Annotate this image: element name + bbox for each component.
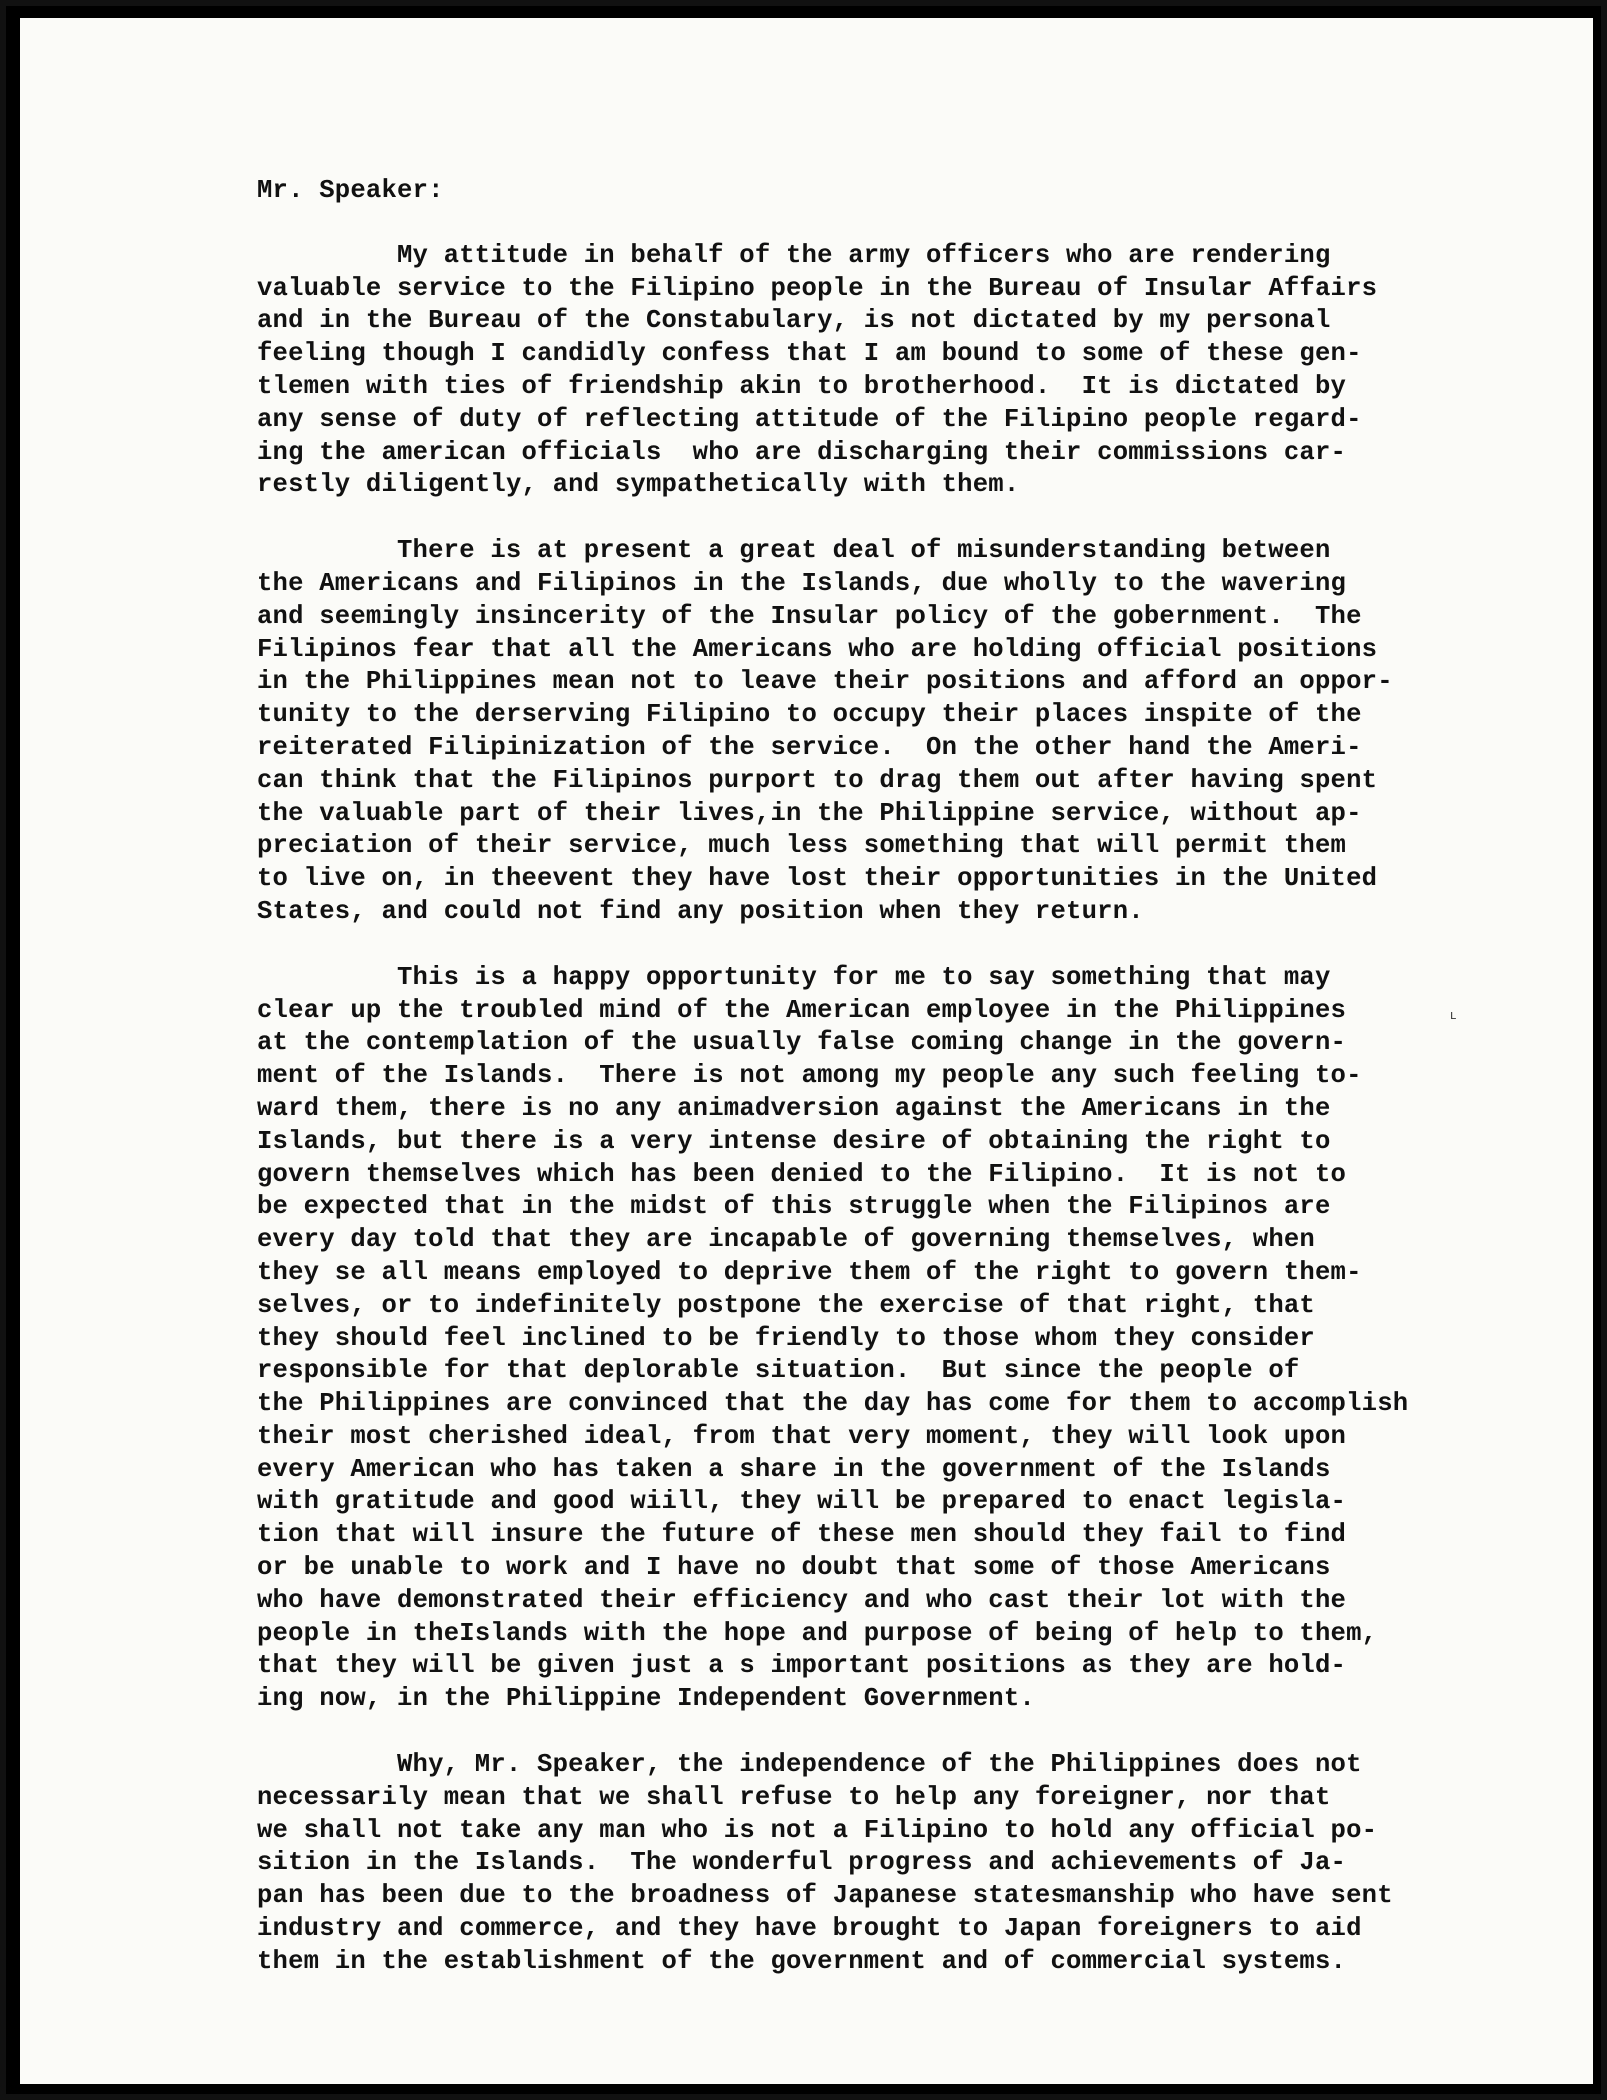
text-line: and in the Bureau of the Constabulary, is not dictated by my personal [257, 306, 1331, 336]
text-line: people in theIslands with the hope and purpose of being of help to them, [257, 1618, 1378, 1648]
text-line: they should feel inclined to be friendly to those whom they consider [257, 1323, 1315, 1353]
text-line: them in the establishment of the government and of commercial systems. [257, 1946, 1347, 1976]
text-line: clear up the troubled mind of the American employee in the Philippines [257, 995, 1347, 1025]
text-line: they se all means employed to deprive them of the right to govern them- [257, 1257, 1362, 1287]
text-line: Filipinos fear that all the Americans who are holding official positions [257, 634, 1378, 664]
text-line: valuable service to the Filipino people in the Bureau of Insular Affairs [257, 273, 1378, 303]
text-line: can think that the Filipinos purport to drag them out after having spent [257, 765, 1378, 795]
text-line: Islands, but there is a very intense desire of obtaining the right to [257, 1126, 1331, 1156]
text-line: reiterated Filipinization of the service. On the other hand the Ameri- [257, 732, 1362, 762]
text-line: pan has been due to the broadness of Japanese statesmanship who have sent [257, 1881, 1393, 1911]
paragraph [257, 1749, 1497, 1979]
text-line: This is a happy opportunity for me to say something that may [397, 962, 1331, 992]
salutation: Mr. Speaker: [257, 176, 444, 205]
text-line: we shall not take any man who is not a Filipino to hold any official po- [257, 1815, 1378, 1845]
text-line: who have demonstrated their efficiency and who cast their lot with the [257, 1585, 1347, 1615]
text-line: that they will be given just a s important positions as they are hold- [257, 1651, 1347, 1681]
text-line: every day told that they are incapable of governing themselves, when [257, 1225, 1315, 1255]
text-line: their most cherished ideal, from that very moment, they will look upon [257, 1421, 1347, 1451]
text-line: be expected that in the midst of this struggle when the Filipinos are [257, 1192, 1331, 1222]
text-line: tion that will insure the future of these men should they fail to find [257, 1520, 1347, 1550]
text-line: the Philippines are convinced that the day has come for them to accomplish [257, 1389, 1409, 1419]
paragraph [257, 240, 1497, 502]
text-line: responsible for that deplorable situation. But since the people of [257, 1356, 1300, 1386]
text-line: preciation of their service, much less something that will permit them [257, 831, 1347, 861]
text-line: selves, or to indefinitely postpone the exercise of that right, that [257, 1290, 1315, 1320]
text-line: to live on, in theevent they have lost their opportunities in the United [257, 864, 1378, 894]
text-line: restly diligently, and sympathetically with them. [257, 470, 1020, 500]
text-line: There is at present a great deal of misunderstanding between [397, 536, 1331, 566]
text-line: ing now, in the Philippine Independent Government. [257, 1684, 1035, 1714]
text-line: and seemingly insincerity of the Insular policy of the gobernment. The [257, 601, 1362, 631]
text-line: ing the american officials who are discharging their commissions car- [257, 437, 1347, 467]
text-line: in the Philippines mean not to leave their positions and afford an oppor- [257, 667, 1393, 697]
text-line: ward them, there is no any animadversion against the Americans in the [257, 1093, 1331, 1123]
text-line: feeling though I candidly confess that I am bound to some of these gen- [257, 339, 1362, 369]
document-body [257, 175, 1497, 2012]
paragraphs [257, 240, 1497, 1979]
text-line: My attitude in behalf of the army officers who are rendering [397, 240, 1331, 270]
text-line: at the contemplation of the usually false coming change in the govern- [257, 1028, 1347, 1058]
text-line: sition in the Islands. The wonderful progress and achievements of Ja- [257, 1848, 1347, 1878]
text-line: or be unable to work and I have no doubt that some of those Americans [257, 1553, 1331, 1583]
text-line: the Americans and Filipinos in the Islands, due wholly to the wavering [257, 568, 1347, 598]
text-line: tlemen with ties of friendship akin to brotherhood. It is dictated by [257, 371, 1347, 401]
text-line: with gratitude and good wiill, they will be prepared to enact legisla- [257, 1487, 1347, 1517]
text-line: any sense of duty of reflecting attitude of the Filipino people regard- [257, 404, 1362, 434]
text-line: industry and commerce, and they have brought to Japan foreigners to aid [257, 1914, 1362, 1944]
paragraph [257, 535, 1497, 929]
text-line: Why, Mr. Speaker, the independence of the Philippines does not [397, 1750, 1362, 1780]
margin-mark: ʟ [1450, 1008, 1457, 1022]
text-line: tunity to the derserving Filipino to occupy their places inspite of the [257, 700, 1362, 730]
text-line: States, and could not find any position when they return. [257, 896, 1144, 926]
text-line: the valuable part of their lives,in the Philippine service, without ap- [257, 798, 1362, 828]
text-line: govern themselves which has been denied to the Filipino. It is not to [257, 1159, 1347, 1189]
text-line: ment of the Islands. There is not among my people any such feeling to- [257, 1061, 1362, 1091]
paragraph [257, 962, 1497, 1716]
text-line: every American who has taken a share in the government of the Islands [257, 1454, 1331, 1484]
text-line: necessarily mean that we shall refuse to help any foreigner, nor that [257, 1782, 1331, 1812]
